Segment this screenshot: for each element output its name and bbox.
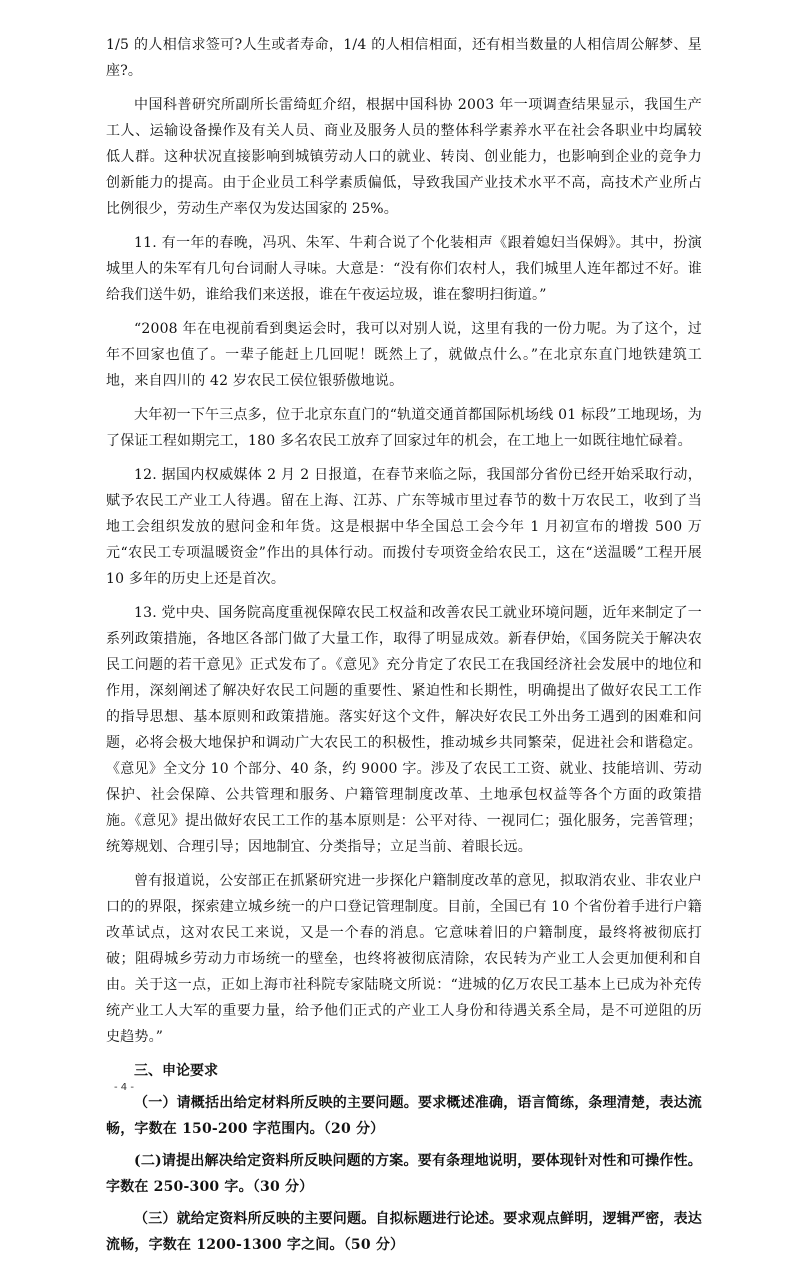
paragraph-olympics-quote: “2008 年在电视前看到奥运会时，我可以对别人说，这里有我的一份力呢。为了这个，过年不回家也值了。一辈子能赶上几回呢！既然上了，就做点什么。”在北京东直门地铁建筑工地，来自四川的 42 岁农民工侯位银骄傲地说。 (106, 321, 702, 389)
page-number: - 4 - (114, 1082, 134, 1093)
paragraph-intro-continuation: 1/5 的人相信求签可?人生或者寿命，1/4 的人相信相面，还有相当数量的人相信周公解梦、星座?。 (106, 37, 702, 79)
paragraph-item-12: 12. 据国内权威媒体 2 月 2 日报道，在春节来临之际，我国部分省份已经开始采取行动，赋予农民工产业工人待遇。留在上海、江苏、广东等城市里过春节的数十万农民工，收到了当地工会组织发放的慰问金和年货。这是根据中华全国总工会今年 1 月初宣布的增拨 500 万元“农民工专项温暖资金”作出的具体行动。而拨付专项资金给农民工，这在“送温暖”工程开展 10 多年的历史上还是首次。 (106, 467, 702, 587)
section-heading: 三、申论要求 (134, 1063, 218, 1079)
paragraph-item-13: 13. 党中央、国务院高度重视保障农民工权益和改善农民工就业环境问题，近年来制定了一系列政策措施，各地区各部门做了大量工作，取得了明显成效。新春伊始，《国务院关于解决农民工问题的若干意见》正式发布了。《意见》充分肯定了农民工在我国经济社会发展中的地位和作用，深刻阐述了解决好农民工问题的重要性、紧迫性和长期性，明确提出了做好农民工工作的指导思想、基本原则和政策措施。落实好这个文件，解决好农民工外出务工遇到的困难和问题，必将会极大地保护和调动广大农民工的积极性，推动城乡共同繁荣，促进社会和谐稳定。《意见》全文分 10 个部分、40 条，约 9000 字。涉及了农民工工资、就业、技能培训、劳动保护、社会保障、公共管理和服务、户籍管理制度改革、土地承包权益等各个方面的政策措施。《意见》提出做好农民工工作的基本原则是：公平对待、一视同仁；强化服务，完善管理；统筹规划、合理引导；因地制宜、分类指导；立足当前、着眼长远。 (106, 605, 702, 855)
paragraph-hukou-reform: 曾有报道说，公安部正在抓紧研究进一步探化户籍制度改革的意见，拟取消农业、非农业户口的的界限，探索建立城乡统一的户口登记管理制度。目前，全国已有 10 个省份着手进行户籍改革试点，这对农民工来说，又是一个春的消息。它意味着旧的户籍制度，最终将被彻底打破；阻碍城乡劳动力市场统一的壁垒，也终将被彻底清除，农民转为产业工人会更加便利和自由。关于这一点，正如上海市社科院专家陆晓文所说：“进城的亿万农民工基本上已成为补充传统产业工人大军的重要力量，给予他们正式的产业工人身份和待遇关系全局，是不可逆阻的历史趋势。” (106, 873, 702, 1045)
paragraph-item-11: 11. 有一年的春晚，冯巩、朱军、牛莉合说了个化装相声《跟着媳妇当保姆》。其中，扮演城里人的朱军有几句台词耐人寻味。大意是：“没有你们农村人，我们城里人连年都过不好。谁给我们送牛奶，谁给我们来送报，谁在午夜运垃圾，谁在黎明扫街道。” (106, 235, 702, 303)
paragraph-science-literacy: 中国科普研究所副所长雷绮虹介绍，根据中国科协 2003 年一项调查结果显示，我国生产工人、运输设备操作及有关人员、商业及服务人员的整体科学素养水平在社会各职业中均属较低人群。这种状况直接影响到城镇劳动人口的就业、转岗、创业能力，也影响到企业的竞争力创新能力的提高。由于企业员工科学素质偏低，导致我国产业技术水平不高，高技术产业所占比例很少，劳动生产率仅为发达国家的 25%。 (106, 97, 702, 217)
paragraph-new-year-worksite: 大年初一下午三点多，位于北京东直门的“轨道交通首都国际机场线 01 标段”工地现场，为了保证工程如期完工，180 多名农民工放弃了回家过年的机会，在工地上一如既往地忙碌着。 (106, 407, 702, 449)
document-page (106, 32, 702, 1264)
requirement-2: (二)请提出解决给定资料所反映问题的方案。要有条理地说明，要体现针对性和可操作性。字数在 250-300 字。（30 分） (106, 1153, 702, 1195)
requirement-3: （三）就给定资料所反映的主要问题。自拟标题进行论述。要求观点鲜明，逻辑严密，表达流畅，字数在 1200-1300 字之间。（50 分） (106, 1211, 702, 1253)
requirement-1: （一）请概括出给定材料所反映的主要问题。要求概述准确，语言简练，条理清楚，表达流畅，字数在 150-200 字范围内。（20 分） (106, 1095, 702, 1137)
